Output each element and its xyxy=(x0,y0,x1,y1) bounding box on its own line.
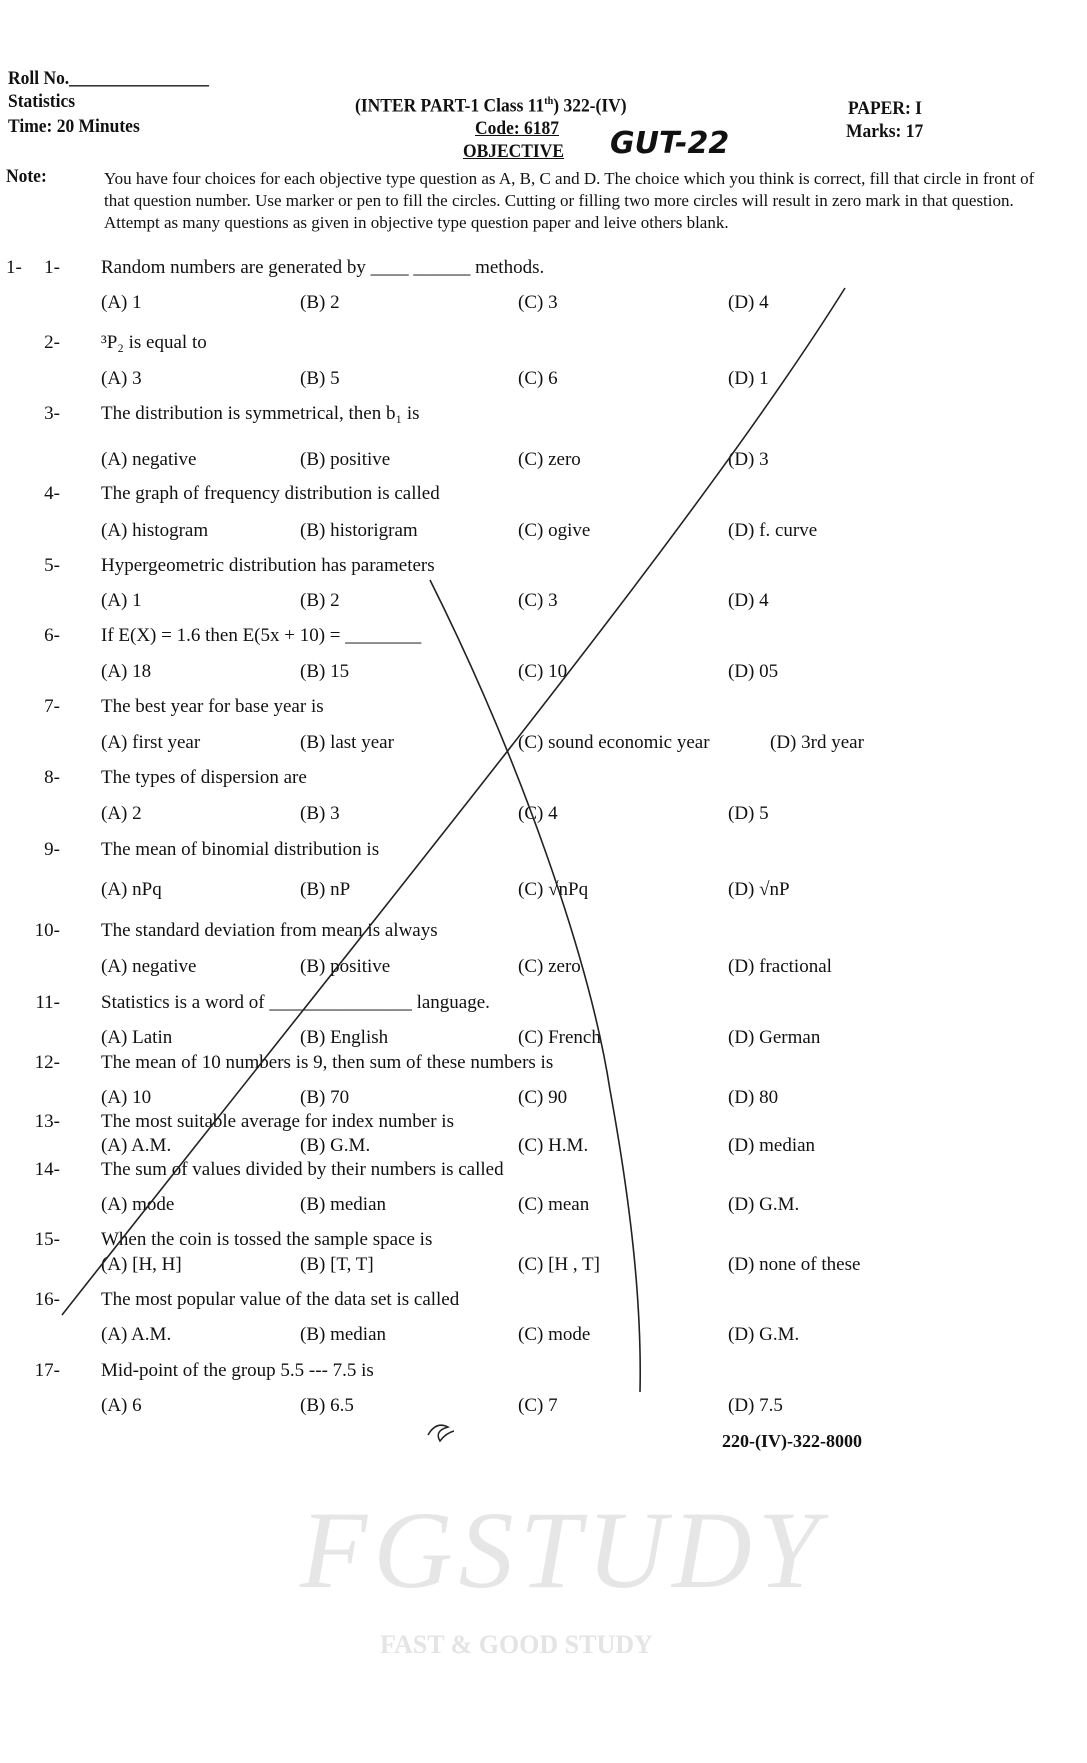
objective-heading: OBJECTIVE xyxy=(463,141,565,162)
option-b: (B) [T, T] xyxy=(300,1254,374,1275)
option-a: (A) mode xyxy=(101,1194,175,1215)
option-c: (C) mode xyxy=(518,1324,591,1345)
question-text: The best year for base year is xyxy=(101,696,324,717)
note-label: Note: xyxy=(6,166,47,187)
option-c: (C) zero xyxy=(518,449,581,470)
question-number: 10- xyxy=(34,920,60,941)
question-number: 17- xyxy=(34,1360,60,1381)
option-c: (C) ogive xyxy=(518,520,591,541)
option-d: (D) median xyxy=(728,1135,816,1156)
option-b: (B) 2 xyxy=(300,292,340,313)
option-d: (D) 05 xyxy=(728,661,779,682)
question-text: The distribution is symmetrical, then b₁ is xyxy=(101,403,420,424)
option-c: (C) [H , T] xyxy=(518,1254,600,1275)
question-text: The mean of binomial distribution is xyxy=(101,839,380,860)
option-b: (B) 70 xyxy=(300,1087,350,1108)
option-d: (D) G.M. xyxy=(728,1194,800,1215)
option-d: (D) 4 xyxy=(728,292,769,313)
question-text: Mid-point of the group 5.5 --- 7.5 is xyxy=(101,1360,374,1381)
option-a: (A) histogram xyxy=(101,520,209,541)
question-number: 16- xyxy=(34,1289,60,1310)
question-number: 12- xyxy=(34,1052,60,1073)
note-text: You have four choices for each objective type question as A, B, C and D. The choice which you think is correct, fill that circle in front of that question number. Use marker or pen to fill the circles. Cutting or filling two more circles will result in zero mark in that question. Attempt as many questions as given in objective type question paper and leive others blank. xyxy=(104,169,1035,232)
question-text: The graph of frequency distribution is called xyxy=(101,483,440,504)
paper-code: Code: 6187 xyxy=(475,118,560,139)
option-d: (D) 3 xyxy=(728,449,769,470)
option-d: (D) 4 xyxy=(728,590,769,611)
question-number: 4- xyxy=(44,483,60,504)
question-text: The most suitable average for index number is xyxy=(101,1111,454,1132)
option-d: (D) f. curve xyxy=(728,520,818,541)
option-d: (D) 1 xyxy=(728,368,769,389)
option-a: (A) negative xyxy=(101,449,197,470)
pen-scribble xyxy=(428,1425,454,1441)
section-number: 1- xyxy=(6,257,22,278)
option-c: (C) 90 xyxy=(518,1087,568,1108)
option-d: (D) German xyxy=(728,1027,821,1048)
question-number: 13- xyxy=(34,1111,60,1132)
option-c: (C) mean xyxy=(518,1194,590,1215)
option-c: (C) 6 xyxy=(518,368,558,389)
option-c: (C) 10 xyxy=(518,661,568,682)
question-number: 8- xyxy=(44,767,60,788)
option-d: (D) 3rd year xyxy=(770,732,864,753)
option-d: (D) 5 xyxy=(728,803,769,824)
question-text: Random numbers are generated by ____ ______ methods. xyxy=(101,257,545,278)
question-number: 15- xyxy=(34,1229,60,1250)
option-a: (A) 10 xyxy=(101,1087,152,1108)
question-text: The most popular value of the data set is called xyxy=(101,1289,460,1310)
option-a: (A) 2 xyxy=(101,803,142,824)
option-d: (D) none of these xyxy=(728,1254,861,1275)
time: Time: 20 Minutes xyxy=(8,116,140,137)
footer-code: 220-(IV)-322-8000 xyxy=(722,1431,862,1451)
option-b: (B) 3 xyxy=(300,803,340,824)
option-b: (B) median xyxy=(300,1194,387,1215)
option-a: (A) 18 xyxy=(101,661,152,682)
option-b: (B) nP xyxy=(300,879,351,900)
option-b: (B) G.M. xyxy=(300,1135,371,1156)
option-c: (C) 3 xyxy=(518,590,558,611)
option-a: (A) [H, H] xyxy=(101,1254,182,1275)
option-c: (C) zero xyxy=(518,956,581,977)
question-text: The sum of values divided by their numbers is called xyxy=(101,1159,504,1180)
subject: Statistics xyxy=(8,91,76,112)
option-d: (D) G.M. xyxy=(728,1324,800,1345)
question-number: 5- xyxy=(44,555,60,576)
option-b: (B) 2 xyxy=(300,590,340,611)
option-b: (B) English xyxy=(300,1027,389,1048)
question-text: The mean of 10 numbers is 9, then sum of these numbers is xyxy=(101,1052,554,1073)
option-b: (B) positive xyxy=(300,956,391,977)
option-b: (B) last year xyxy=(300,732,394,753)
option-d: (D) 7.5 xyxy=(728,1395,783,1416)
exam-title: (INTER PART-1 Class 11th) 322-(IV) xyxy=(355,95,627,117)
watermark-tagline: FAST & GOOD STUDY xyxy=(380,1630,653,1659)
option-b: (B) 5 xyxy=(300,368,340,389)
option-a: (A) 6 xyxy=(101,1395,142,1416)
option-a: (A) negative xyxy=(101,956,197,977)
option-c: (C) 4 xyxy=(518,803,558,824)
option-a: (A) A.M. xyxy=(101,1135,172,1156)
option-a: (A) first year xyxy=(101,732,201,753)
paper-number: PAPER: I xyxy=(848,98,922,119)
roll-no-label: Roll No.________________ xyxy=(8,68,210,89)
option-a: (A) 1 xyxy=(101,590,142,611)
question-number: 1- xyxy=(44,257,60,278)
option-a: (A) 1 xyxy=(101,292,142,313)
watermark-logo: FGSTUDY xyxy=(300,1489,825,1611)
question-text: If E(X) = 1.6 then E(5x + 10) = ________ xyxy=(101,625,422,646)
question-number: 9- xyxy=(44,839,60,860)
question-number: 11- xyxy=(35,992,60,1013)
option-d: (D) √nP xyxy=(728,879,790,900)
option-a: (A) A.M. xyxy=(101,1324,172,1345)
option-d: (D) 80 xyxy=(728,1087,779,1108)
option-b: (B) median xyxy=(300,1324,387,1345)
question-number: 3- xyxy=(44,403,60,424)
option-b: (B) historigram xyxy=(300,520,418,541)
option-c: (C) 3 xyxy=(518,292,558,313)
option-c: (C) sound economic year xyxy=(518,732,710,753)
question-text: ³P₂ is equal to xyxy=(101,332,207,353)
option-c: (C) H.M. xyxy=(518,1135,589,1156)
question-text: Statistics is a word of _______________ language. xyxy=(101,992,490,1013)
option-a: (A) 3 xyxy=(101,368,142,389)
option-b: (B) positive xyxy=(300,449,391,470)
question-text: The standard deviation from mean is always xyxy=(101,920,438,941)
question-text: The types of dispersion are xyxy=(101,767,307,788)
question-text: When the coin is tossed the sample space is xyxy=(101,1229,433,1250)
handwritten-annotation: GUT-22 xyxy=(610,126,730,161)
option-d: (D) fractional xyxy=(728,956,832,977)
option-b: (B) 6.5 xyxy=(300,1395,354,1416)
question-text: Hypergeometric distribution has parameters xyxy=(101,555,435,576)
option-c: (C) French xyxy=(518,1027,601,1048)
question-number: 7- xyxy=(44,696,60,717)
question-number: 2- xyxy=(44,332,60,353)
option-c: (C) √nPq xyxy=(518,879,589,900)
option-a: (A) Latin xyxy=(101,1027,173,1048)
marks: Marks: 17 xyxy=(846,121,924,142)
option-a: (A) nPq xyxy=(101,879,162,900)
option-b: (B) 15 xyxy=(300,661,350,682)
question-number: 14- xyxy=(34,1159,60,1180)
option-c: (C) 7 xyxy=(518,1395,558,1416)
question-number: 6- xyxy=(44,625,60,646)
